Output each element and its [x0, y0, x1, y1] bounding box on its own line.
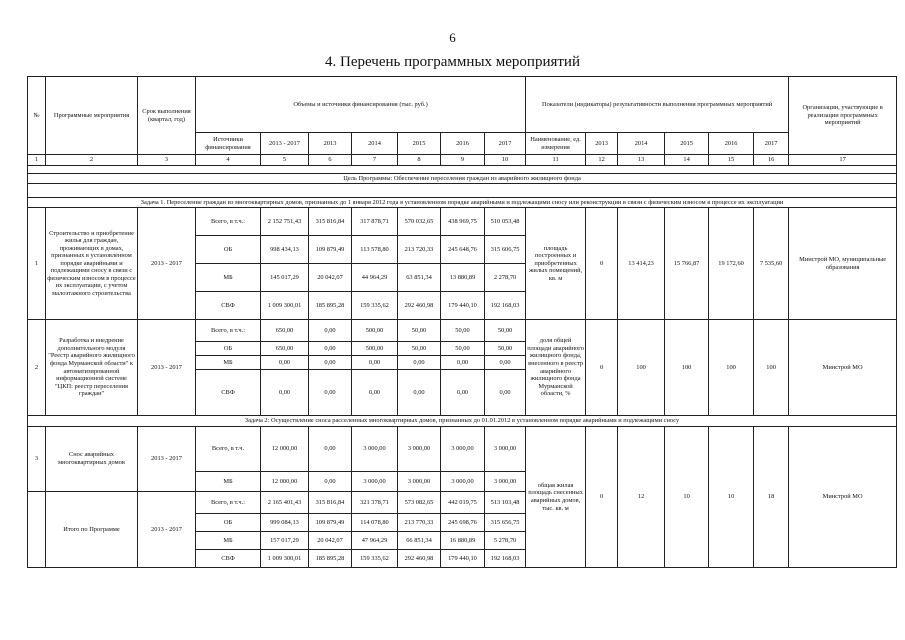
indicator-value: 100: [709, 320, 754, 416]
indicator-value: 0: [586, 208, 618, 320]
value-cell: 114 078,80: [352, 514, 398, 532]
task-1: Задача 1. Переселение граждан из многоквартирных домов, признанных до 1 января 2012 года в установленном порядке аварийными и подлежащими сносу или реконструкции в связи с физическим износом в процессе их эксплуатации: [28, 198, 897, 208]
value-cell: 317 878,71: [352, 208, 398, 236]
value-cell: 3 000,00: [398, 427, 441, 472]
value-cell: 570 032,65: [398, 208, 441, 236]
table-row: [28, 427, 897, 472]
item-name: Разработка и внедрение дополнительного модуля "Реестр аварийного жилищного фонда Мурманской области" к автоматизированной информационной системе "ЦКП: реестр переселения граждан": [46, 320, 138, 416]
source-cell: МБ: [196, 472, 261, 492]
value-cell: 192 168,03: [485, 550, 526, 568]
value-cell: 500,00: [352, 342, 398, 356]
indicator-value: 15 766,87: [665, 208, 709, 320]
header-num: №: [28, 77, 46, 155]
value-cell: 50,00: [398, 342, 441, 356]
header-funding: Объемы и источники финансирования (тыс. руб.): [196, 77, 526, 133]
col-number: 5: [261, 155, 309, 166]
source-cell: Всего, в т.ч.: [196, 427, 261, 472]
organization: Минстрой МО: [789, 320, 897, 416]
table-row: [28, 320, 897, 342]
col-number: 15: [709, 155, 754, 166]
header-ind-year: 2013: [586, 133, 618, 155]
source-cell: ОБ: [196, 342, 261, 356]
col-number: 3: [138, 155, 196, 166]
value-cell: 44 964,29: [352, 264, 398, 292]
value-cell: 2 152 751,43: [261, 208, 309, 236]
value-cell: 0,00: [309, 427, 352, 472]
value-cell: 50,00: [398, 320, 441, 342]
value-cell: 573 082,65: [398, 492, 441, 514]
header-ind-year: 2015: [665, 133, 709, 155]
source-cell: Всего, в т.ч.:: [196, 208, 261, 236]
col-number: 11: [526, 155, 586, 166]
spacer-row: [28, 166, 897, 174]
value-cell: 650,00: [261, 320, 309, 342]
indicator-name: площадь построенных и приобретенных жилых помещений, кв. м: [526, 208, 586, 320]
value-cell: 292 460,98: [398, 550, 441, 568]
value-cell: 50,00: [441, 320, 485, 342]
value-cell: 145 017,29: [261, 264, 309, 292]
col-number: 9: [441, 155, 485, 166]
value-cell: 179 440,10: [441, 550, 485, 568]
indicator-value: 10: [665, 427, 709, 568]
value-cell: 20 042,07: [309, 264, 352, 292]
item-name: Снос аварийных многоквартирных домов: [46, 427, 138, 492]
col-number: 17: [789, 155, 897, 166]
value-cell: 12 000,00: [261, 427, 309, 472]
table-row: [28, 208, 897, 236]
total-name: Итого по Программе: [46, 492, 138, 568]
value-cell: 179 440,10: [441, 292, 485, 320]
value-cell: 63 851,34: [398, 264, 441, 292]
value-cell: 0,00: [309, 356, 352, 370]
header-unit: Наименование, ед. измерения: [526, 133, 586, 155]
indicator-value: 7 535,60: [754, 208, 789, 320]
source-cell: СВФ: [196, 292, 261, 320]
col-number: 16: [754, 155, 789, 166]
value-cell: 109 879,49: [309, 236, 352, 264]
value-cell: 650,00: [261, 342, 309, 356]
indicator-value: 100: [618, 320, 665, 416]
indicator-value: 18: [754, 427, 789, 568]
value-cell: 0,00: [441, 356, 485, 370]
value-cell: 3 000,00: [485, 472, 526, 492]
indicator-value: 13 414,23: [618, 208, 665, 320]
value-cell: 0,00: [398, 356, 441, 370]
value-cell: 321 378,71: [352, 492, 398, 514]
value-cell: 157 017,29: [261, 532, 309, 550]
col-number: 8: [398, 155, 441, 166]
value-cell: 0,00: [309, 342, 352, 356]
header-fund-year: 2013: [309, 133, 352, 155]
value-cell: 213 720,33: [398, 236, 441, 264]
value-cell: 438 969,75: [441, 208, 485, 236]
value-cell: 3 000,00: [441, 427, 485, 472]
indicator-value: 19 172,60: [709, 208, 754, 320]
value-cell: 50,00: [485, 342, 526, 356]
col-number: 2: [46, 155, 138, 166]
value-cell: 0,00: [485, 370, 526, 416]
col-number: 10: [485, 155, 526, 166]
value-cell: 50,00: [441, 342, 485, 356]
value-cell: 113 578,80: [352, 236, 398, 264]
header-ind-year: 2017: [754, 133, 789, 155]
col-number: 12: [586, 155, 618, 166]
value-cell: 0,00: [261, 356, 309, 370]
value-cell: 185 895,28: [309, 550, 352, 568]
value-cell: 3 000,00: [441, 472, 485, 492]
header-fund-year: 2016: [441, 133, 485, 155]
source-cell: СВФ: [196, 550, 261, 568]
value-cell: 12 000,00: [261, 472, 309, 492]
source-cell: МБ: [196, 532, 261, 550]
value-cell: 109 879,49: [309, 514, 352, 532]
source-cell: Всего, в т.ч.:: [196, 320, 261, 342]
value-cell: 0,00: [398, 370, 441, 416]
value-cell: 1 009 300,01: [261, 292, 309, 320]
header-fund-year: 2015: [398, 133, 441, 155]
value-cell: 292 460,98: [398, 292, 441, 320]
value-cell: 0,00: [485, 356, 526, 370]
page-title: 4. Перечень программных мероприятий: [325, 54, 580, 70]
value-cell: 3 000,00: [485, 427, 526, 472]
value-cell: 47 964,29: [352, 532, 398, 550]
col-number: 1: [28, 155, 46, 166]
value-cell: 0,00: [309, 370, 352, 416]
value-cell: 13 880,89: [441, 264, 485, 292]
header-activities: Программные мероприятия: [46, 77, 138, 155]
value-cell: 0,00: [309, 472, 352, 492]
indicator-value: 12: [618, 427, 665, 568]
spacer-row: [28, 184, 897, 198]
col-number: 7: [352, 155, 398, 166]
value-cell: 3 000,00: [352, 427, 398, 472]
value-cell: 500,00: [352, 320, 398, 342]
indicator-value: 0: [586, 427, 618, 568]
col-number: 14: [665, 155, 709, 166]
source-cell: ОБ: [196, 514, 261, 532]
total-term: 2013 - 2017: [138, 492, 196, 568]
program-activities-table: [27, 76, 897, 568]
col-number: 4: [196, 155, 261, 166]
indicator-value: 100: [665, 320, 709, 416]
value-cell: 315 606,75: [485, 236, 526, 264]
value-cell: 0,00: [352, 370, 398, 416]
page-number: 6: [449, 30, 456, 45]
value-cell: 513 103,48: [485, 492, 526, 514]
source-cell: Всего, в т.ч.:: [196, 492, 261, 514]
value-cell: 0,00: [261, 370, 309, 416]
header-indicators: Показатели (индикаторы) результативности выполнения программных мероприятий: [526, 77, 789, 133]
source-cell: ОБ: [196, 236, 261, 264]
value-cell: 20 042,07: [309, 532, 352, 550]
header-ind-year: 2016: [709, 133, 754, 155]
value-cell: 0,00: [441, 370, 485, 416]
source-cell: МБ: [196, 264, 261, 292]
value-cell: 998 434,13: [261, 236, 309, 264]
value-cell: 442 019,75: [441, 492, 485, 514]
value-cell: 315 656,75: [485, 514, 526, 532]
header-fund-year: 2014: [352, 133, 398, 155]
header-sources: Источники финансирования: [196, 133, 261, 155]
item-num: 2: [28, 320, 46, 416]
value-cell: 0,00: [352, 356, 398, 370]
value-cell: 999 084,13: [261, 514, 309, 532]
value-cell: 2 278,70: [485, 264, 526, 292]
source-cell: МБ: [196, 356, 261, 370]
value-cell: 159 335,62: [352, 550, 398, 568]
total-num: [28, 492, 46, 568]
value-cell: 5 278,70: [485, 532, 526, 550]
organization: Минстрой МО, муниципальные образования: [789, 208, 897, 320]
value-cell: 192 168,03: [485, 292, 526, 320]
header-fund-year: 2017: [485, 133, 526, 155]
value-cell: 50,00: [485, 320, 526, 342]
header-term: Срок выполнения (квартал, год): [138, 77, 196, 155]
col-number: 13: [618, 155, 665, 166]
indicator-name: доля общей площади аварийного жилищного фонда, внесенного в реестр аварийного жилищного фонда Мурманской области, %: [526, 320, 586, 416]
value-cell: 213 770,33: [398, 514, 441, 532]
value-cell: 315 816,84: [309, 492, 352, 514]
value-cell: 185 895,28: [309, 292, 352, 320]
value-cell: 0,00: [309, 320, 352, 342]
task-2: Задача 2: Осуществление сноса расселенных многоквартирных домов, признанных до 01.01.2012 в установленном порядке аварийными и подлежащими сносу: [28, 416, 897, 427]
header-orgs: Организации, участвующие в реализации программных мероприятий: [789, 77, 897, 155]
organization: Минстрой МО: [789, 427, 897, 568]
item-term: 2013 - 2017: [138, 427, 196, 492]
item-num: 3: [28, 427, 46, 492]
value-cell: 2 165 401,43: [261, 492, 309, 514]
indicator-value: 0: [586, 320, 618, 416]
source-cell: СВФ: [196, 370, 261, 416]
item-term: 2013 - 2017: [138, 320, 196, 416]
value-cell: 1 009 300,01: [261, 550, 309, 568]
indicator-name: общая жилая площадь снесенных аварийных домов, тыс. кв. м: [526, 427, 586, 568]
indicator-value: 100: [754, 320, 789, 416]
value-cell: 245 648,76: [441, 236, 485, 264]
value-cell: 66 851,34: [398, 532, 441, 550]
col-number: 6: [309, 155, 352, 166]
value-cell: 3 000,00: [352, 472, 398, 492]
item-name: Строительство и приобретение жилья для граждан, проживающих в домах, признанных в установленном порядке аварийными и подлежащими сносу в связи с физическим износом в процессе их эксплуатации, с учетом малоэтажного строительства: [46, 208, 138, 320]
value-cell: 245 698,76: [441, 514, 485, 532]
item-num: 1: [28, 208, 46, 320]
value-cell: 3 000,00: [398, 472, 441, 492]
item-term: 2013 - 2017: [138, 208, 196, 320]
program-goal: Цель Программы: Обеспечение переселения граждан из аварийного жилищного фонда: [28, 174, 897, 184]
value-cell: 159 335,62: [352, 292, 398, 320]
value-cell: 510 053,48: [485, 208, 526, 236]
value-cell: 16 880,89: [441, 532, 485, 550]
indicator-value: 10: [709, 427, 754, 568]
header-ind-year: 2014: [618, 133, 665, 155]
header-fund-year: 2013 - 2017: [261, 133, 309, 155]
value-cell: 315 816,84: [309, 208, 352, 236]
